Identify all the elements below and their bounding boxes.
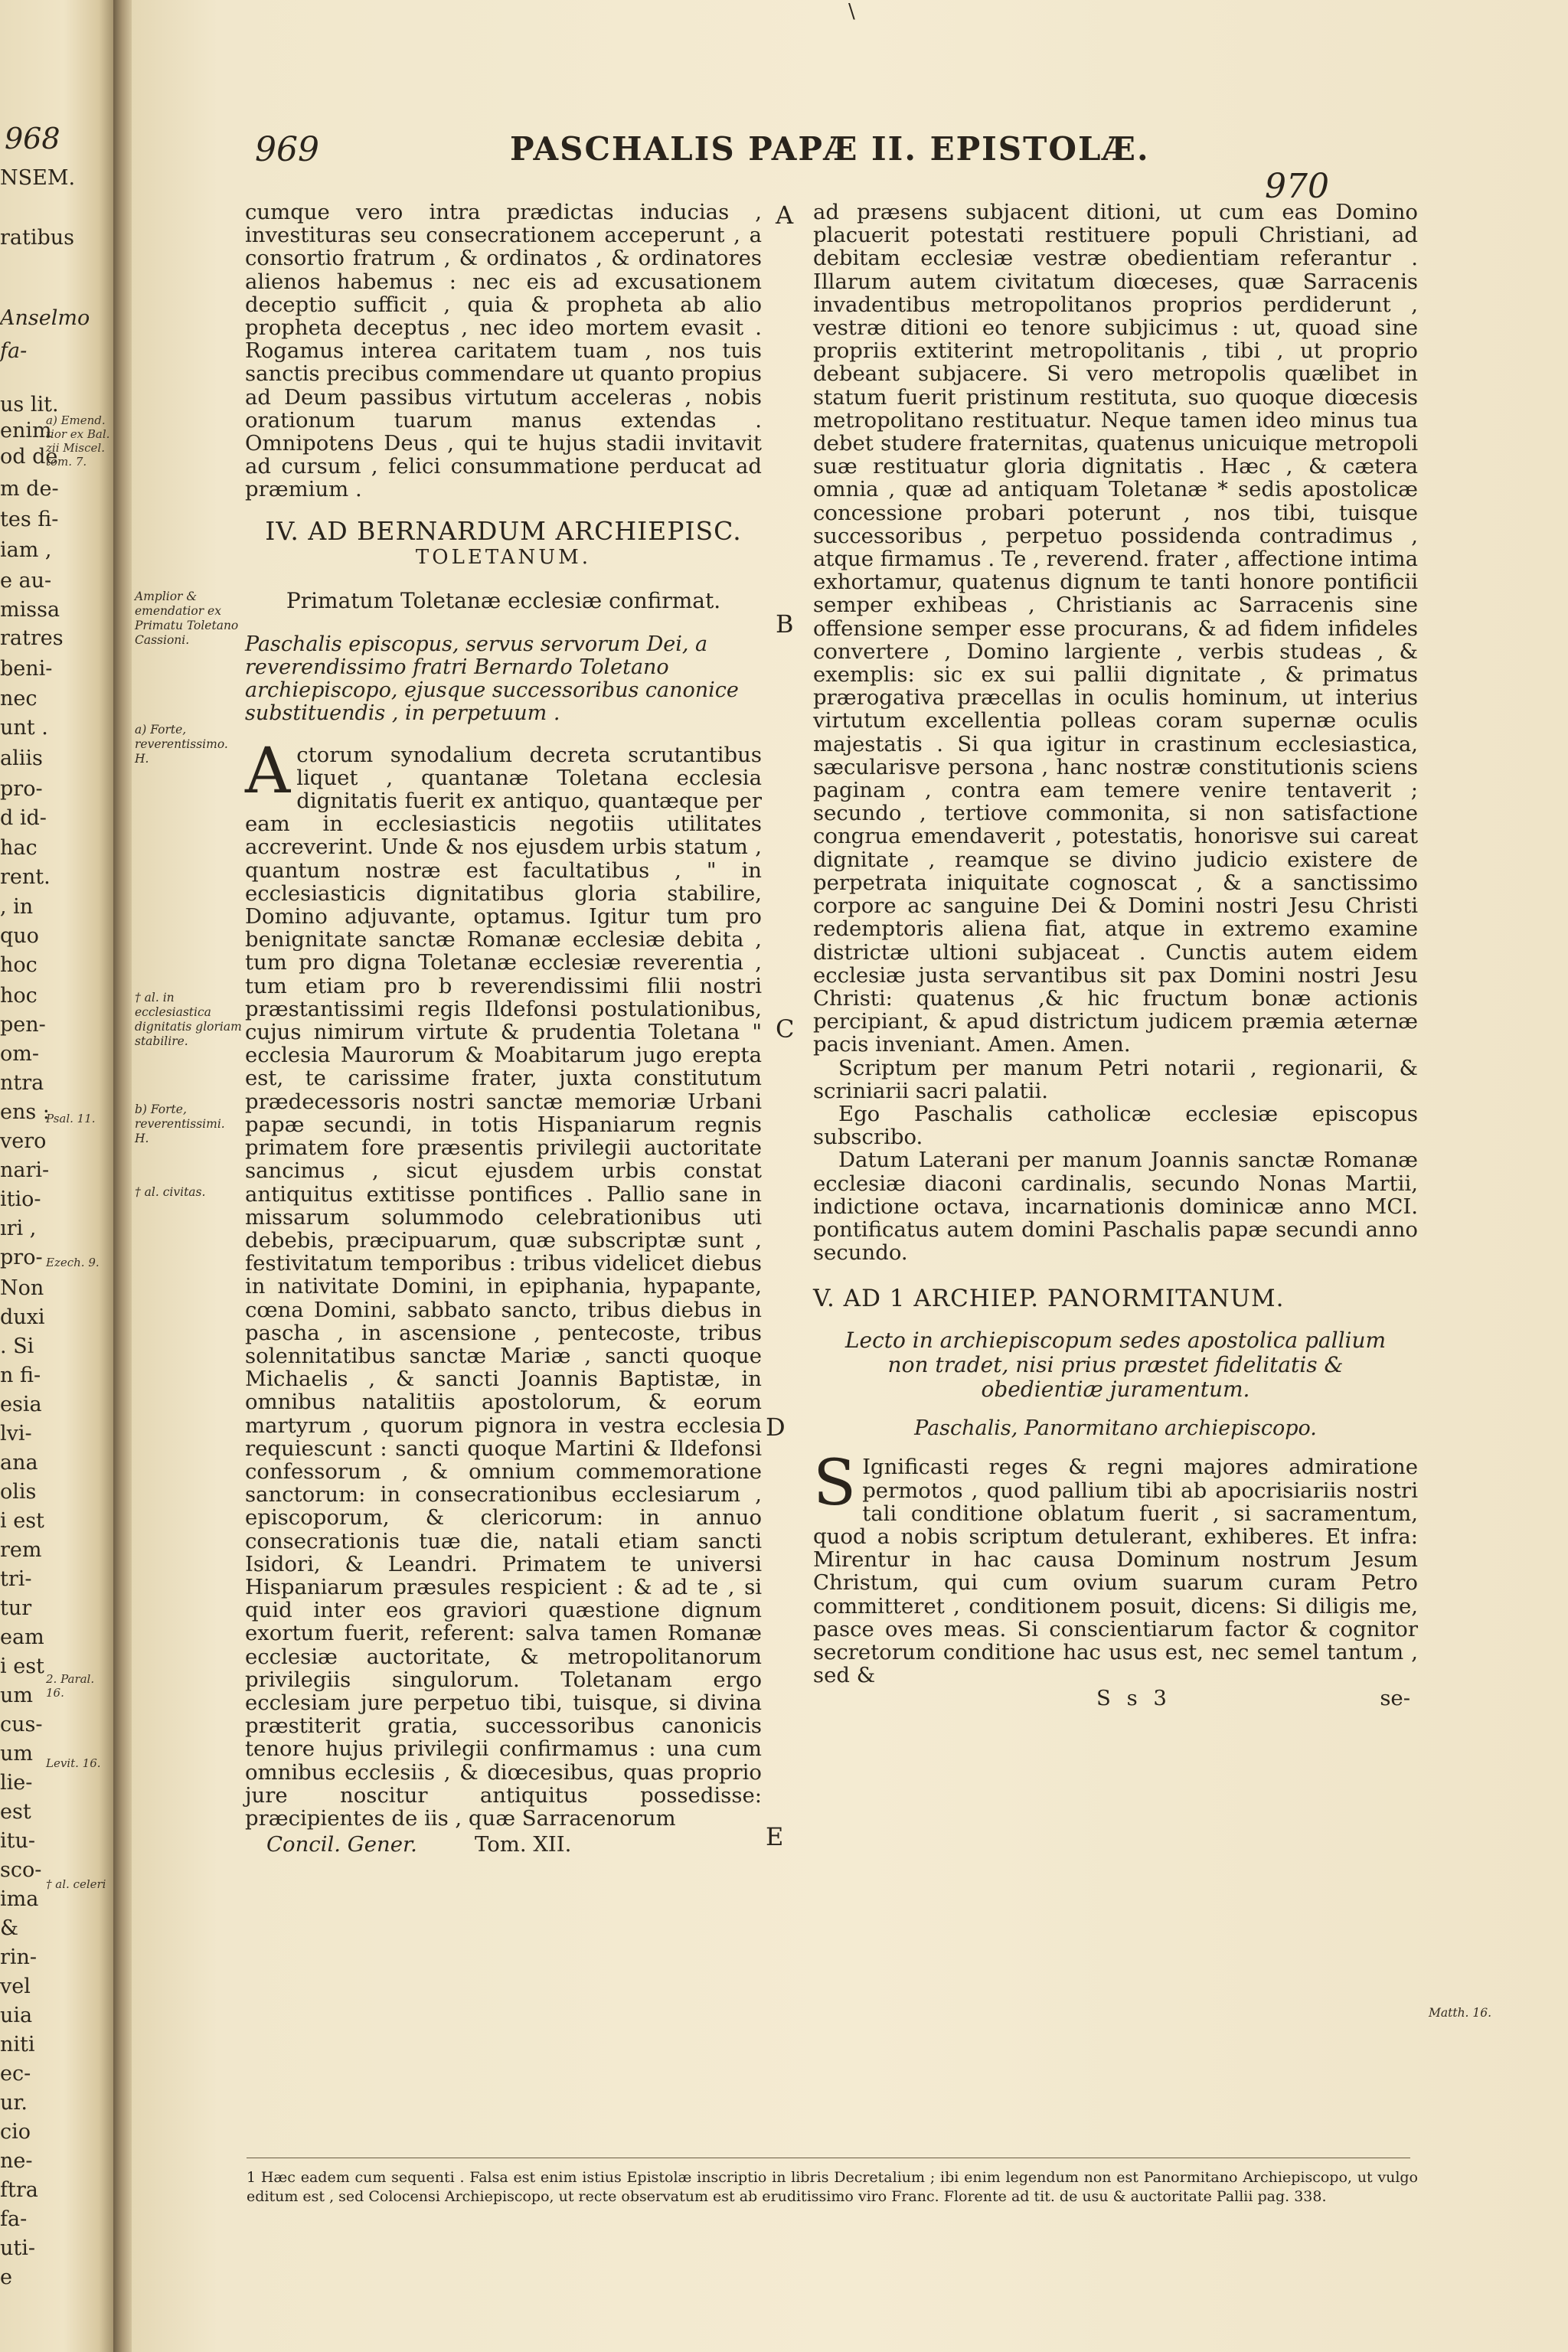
left-page-line: enim xyxy=(0,419,52,443)
left-page-line: nec xyxy=(0,687,38,710)
section-letter-e: E xyxy=(766,1822,784,1851)
footnote: 1 Hæc eadem cum sequenti . Falsa est enim istius Epistolæ inscriptio in libris Decretalium ; ibi enim legendum non est Panormitano Archiepiscopo, ut vulgo editum est , sed Colocensi Archiepiscopo, ut recte observatum est ab eruditissimo viro Franc. Florente ad tit. de usu & auctoritate Pallii pag. 338. xyxy=(247,2169,1418,2205)
catchword-right: se- xyxy=(1380,1686,1410,1711)
left-page-line: e xyxy=(0,2265,12,2289)
paragraph-scriptum: Scriptum per manum Petri notarii , regionarii, & scriniarii sacri palatii. xyxy=(813,1055,1418,1103)
left-page-line: us lit. xyxy=(0,393,59,416)
left-page-line: niti xyxy=(0,2033,35,2056)
left-page-line: fa- xyxy=(0,339,28,363)
paragraph-intro: cumque vero intra prædictas inducias , investituras seu consecrationem acceperunt , a consortio fratrum , & ordinatos , & ordinatores alienos habemus : nec eis ad excusationem deceptio sufficit , quia & propheta ab alio propheta deceptus , nec ideo mortem evasit . Rogamus interea caritatem tuam , nos tuis sanctis precibus commendare ut quanto propius ad Deum passibus virtutum acceleras , nobis orationum tuarum manus extendas . Omnipotens Deus , qui te hujus stadii invitavit ad cursum , felici consummatione perducat ad præmium . xyxy=(245,200,762,502)
left-page-line: hac xyxy=(0,836,38,860)
left-page-line: fa- xyxy=(0,2207,28,2231)
left-page-line: & xyxy=(0,1916,19,1940)
drop-cap-a: A xyxy=(245,734,291,808)
left-page-line: olis xyxy=(0,1480,37,1504)
left-page-line: lvi- xyxy=(0,1422,32,1446)
paragraph-continuation: ad præsens subjacent ditioni, ut cum eas Domino placuerit potestati restituere populi Christiani, ad debitam ecclesiæ vestræ obedientiam referantur . Illarum autem civitatum diœceses, quæ Sarracenis invadentibus metropolitanos proprios perdiderunt , vestræ ditioni eo tenore subjicimus : ut, quoad sine propriis extiterint metropolitanis , tibi , ut proprio debeant subjacere. Si vero metropolis quælibet in statum fuerit pristinum restituta, suo quoque diœcesis metropolitano restituatur. Neque tamen ideo minus tua debet studere fraternitas, quatenus unicuique metropoli suæ restituatur gloria dignitatis . Hæc , & cætera omnia , quæ ad antiquam Toletanæ * sedis apostolicæ concessione probari poterunt , nos tibi, tuisque successoribus , perpetuo possidenda contradimus , atque firmamus . Te , reverend. frater , affectione intima exhortamur, quatenus dignum te tanti honore pontificii semper exhibeas , Christianis ac Sarracenis sine offensione semper esse procurans, & ad fidem infideles convertere , Domino largiente , verbis studeas , & exemplis: sic ex sui pallii dignitate , & primatus prærogativa præcellas in oculis hominum, ut interius virtutum excellentia polleas coram supernæ oculis majestatis . Si qua igitur in crastinum ecclesiastica, sæcularisve persona , hanc nostræ constitutionis sciens paginam , contra eam temere venire tentaverit ; secundo , tertiove commonita, si non satisfactione congrua emendaverit , potestatis, honorisve sui careat dignitate , reamque se divino judicio existere de perpetrata iniquitate cognoscat , & a sanctissimo corpore ac sanguine Dei & Domini nostri Jesu Christi redemptoris aliena fiat, atque in extremo examine districtæ ultioni subjaceat . Cunctis autem eidem ecclesiæ justa servantibus sit pax Domini nostri Jesu Christi: quatenus ,& hic fructum bonæ actionis percipiant, & apud districtum judicem præmia æternæ pacis inveniant. Amen. Amen. xyxy=(813,200,1418,1057)
left-page-line: vero xyxy=(0,1129,47,1153)
left-page-line: duxi xyxy=(0,1305,45,1329)
left-page-line: ec- xyxy=(0,2062,31,2086)
paragraph-privilege xyxy=(245,734,762,1831)
paragraph-privilege-text: ctorum synodalium decreta scrutantibus liquet , quantanæ Toletana ecclesia dignitatis fuerit ex antiquo, quantæque per eam in ecclesiasticis negotiis utilitates accreverint. Unde & nos ejusdem urbis statum , quantum nostræ est facultatibus , " in ecclesiasticis dignitatibus gloria stabilire, Domino adjuvante, optamus. Igitur tum pro benignitate sanctæ Romanæ ecclesiæ debita , tum pro digna Toletanæ ecclesiæ reverentia , tum etiam pro b reverendissimi filii nostri præstantissimi regis Ildefonsi postulationibus, cujus nimirum virtute & prudentia Toletana " ecclesia Maurorum & Moabitarum jugo erepta est, te carissime frater, juxta constitutum prædecessoris nostri sanctæ memoriæ Urbani papæ secundi, in totis Hispaniarum regnis primatem fore præsentis privilegii auctoritate sancimus , sicut ejusdem urbis constat antiquitus extitisse pontifices . Pallio sane in missarum solummodo celebrationibus uti debebis, præcipuarum, quæ subscriptæ sunt , festivitatum temporibus : tribus videlicet diebus in nativitate Domini, in epiphania, hypapante, cœna Domini, sabbato sancto, tribus diebus in pascha , in ascensione , pentecoste, tribus solennitatibus sanctæ Mariæ , sancti quoque Michaelis , & sancti Joannis Baptistæ, in omnibus natalitiis apostolorum, & eorum martyrum , quorum pignora in vestra ecclesia requiescunt : sancti quoque Martini & Ildefonsi confessorum , & omnium commemoratione sanctorum: in consecrationibus ecclesiarum , episcoporum, & clericorum: in annuo consecrationis tuæ die, natali etiam sancti Isidori, & Leandri. Primatem te universi Hispaniarum præsules respicient : & ad te , si quid inter eos graviori quæstione dignum exortum fuerit, referent: salva tamen Romanæ ecclesiæ auctoritate, & metropolitanorum privilegiis singulorum. Toletanam ergo ecclesiam jure perpetuo tibi, tuisque, si divina præstiterit gratia, successoribus canonicis tenore hujus privilegii confirmamus : una cum omnibus ecclesiis , & diœcesibus, quas proprio jure noscitur antiquitus possedisse: præcipientes de iis , quæ Sarracenorum xyxy=(245,742,762,1831)
left-page-line: vel xyxy=(0,1975,31,1998)
left-page-line: , in xyxy=(0,895,34,919)
left-page-line: um xyxy=(0,1684,33,1707)
section-subheading-iv: TOLETANUM. xyxy=(415,545,592,569)
paragraph-subscription: Ego Paschalis catholicæ ecclesiæ episcopus subscribo. xyxy=(813,1101,1418,1150)
section-letter-d: D xyxy=(766,1413,786,1442)
left-page-line: missa xyxy=(0,598,60,622)
left-page-line: ratres xyxy=(0,626,64,650)
section-letter-c: C xyxy=(776,1014,795,1044)
margin-note-matth: Matth. 16. xyxy=(1429,2006,1492,2020)
left-page-line: uti- xyxy=(0,2236,35,2260)
left-page-line: rent. xyxy=(0,865,51,889)
margin-note-forte-b: b) Forte, reverentissimi. H. xyxy=(135,1102,225,1145)
left-page-line: i est xyxy=(0,1655,44,1678)
page-number-left: 969 xyxy=(255,130,319,169)
paragraph-significasti xyxy=(813,1447,1418,1688)
salutation-iv: Paschalis episcopus, servus servorum Dei, a reverendissimo fratri Bernardo Toletano archiepiscopo, ejusque successoribus canonice substituendis , in perpetuum . xyxy=(245,632,739,725)
left-page-line: tri- xyxy=(0,1567,32,1591)
left-page-note: Levit. 16. xyxy=(46,1756,101,1770)
paragraph-datum: Datum Laterani per manum Joannis sanctæ Romanæ ecclesiæ diaconi cardinalis, secundo Nonas Martii, indictione octava, incarnationis dominicæ anno MCI. pontificatus autem domini Paschalis papæ secundi anno secundo. xyxy=(813,1148,1418,1266)
left-page-line: d id- xyxy=(0,806,47,830)
left-page-line: ur. xyxy=(0,2091,28,2115)
left-page-line: NSEM. xyxy=(0,166,76,190)
left-page-line: ntra xyxy=(0,1071,44,1095)
left-page-line: hoc xyxy=(0,984,38,1008)
section-summary-iv: Primatum Toletanæ ecclesiæ confirmat. xyxy=(286,587,721,613)
paragraph-significasti-text: Ignificasti reges & regni majores admiratione permotos , quod pallium tibi ab apocrisiariis nostri tali conditione oblatum fuerit , si sacramentum, quod a nobis scriptum detulerant, exhiberes. Et infra: Mirentur in hac causa Dominum nostrum Jesum Christum, qui cum ovium suarum curam Petro committeret , conditionem posuit, dicens: Si diligis me, pasce oves meas. Si conscientiarum factor & cognitor secretorum conditione hac usus est, nec semel tantum , sed & xyxy=(813,1455,1418,1688)
left-page-line: ana xyxy=(0,1451,38,1475)
section-heading-iv: IV. AD BERNARDUM ARCHIEPISC. xyxy=(265,515,742,546)
left-page-line: e au- xyxy=(0,569,52,593)
left-column xyxy=(245,201,762,1857)
left-page-line: ima xyxy=(0,1887,39,1911)
book-gutter xyxy=(113,0,133,2352)
left-page-line: i est xyxy=(0,1509,44,1533)
left-page-line: ıri , xyxy=(0,1217,37,1240)
left-page-line: Anselmo xyxy=(0,306,90,330)
left-page-line: om- xyxy=(0,1042,39,1066)
left-page-line: nari- xyxy=(0,1158,50,1182)
margin-note-civitas: † al. civitas. xyxy=(135,1185,206,1199)
left-page-line: uia xyxy=(0,2004,33,2027)
left-page-note: † al. celeri xyxy=(46,1877,106,1891)
left-page-line: cio xyxy=(0,2120,31,2144)
left-page-line: eam xyxy=(0,1625,44,1649)
left-page-line: tur xyxy=(0,1596,32,1620)
left-page-line: esia xyxy=(0,1393,42,1416)
left-page-line: lie- xyxy=(0,1771,33,1795)
previous-page-edge xyxy=(0,0,116,2352)
left-page-line: ne- xyxy=(0,2149,33,2173)
signature-mark: S s 3 xyxy=(1096,1686,1171,1711)
section-letter-a: A xyxy=(776,201,794,230)
left-page-line: ftra xyxy=(0,2178,38,2202)
section-heading-v: V. AD 1 ARCHIEP. PANORMITANUM. xyxy=(813,1285,1285,1313)
left-page-note: Psal. 11. xyxy=(46,1112,96,1125)
right-column xyxy=(813,201,1418,1711)
margin-note-forte-a: a) Forte, reverentissimo. H. xyxy=(135,723,228,766)
left-page-line: Non xyxy=(0,1276,44,1300)
left-page-line: sco- xyxy=(0,1858,42,1882)
top-tick-mark: \ xyxy=(848,0,855,23)
left-page-line: beni- xyxy=(0,657,53,681)
left-page-line: m de- xyxy=(0,477,59,501)
left-page-line: quo xyxy=(0,924,39,948)
catchword-concil: Concil. Gener. xyxy=(266,1832,417,1857)
left-page-line: od de xyxy=(0,445,58,469)
left-page-line: . Si xyxy=(0,1334,34,1358)
salutation-v: Paschalis, Panormitano archiepiscopo. xyxy=(914,1416,1317,1441)
drop-cap-s: S xyxy=(813,1447,857,1521)
left-page-line: rem xyxy=(0,1538,42,1562)
left-page-line: itu- xyxy=(0,1829,35,1853)
left-page-line: ens : xyxy=(0,1100,50,1124)
left-page-line: hoc xyxy=(0,953,38,977)
left-page-line: aliis xyxy=(0,746,43,770)
running-title: PASCHALIS PAPÆ II. EPISTOLÆ. xyxy=(510,130,1150,168)
left-page-line: rin- xyxy=(0,1945,38,1969)
margin-note-amplior: Amplior & emendatior ex Primatu Toletano Cassioni. xyxy=(135,590,239,647)
left-page-note: 2. Paral. 16. xyxy=(46,1672,95,1700)
left-page-line: n fi- xyxy=(0,1364,41,1387)
left-page-line: 968 xyxy=(5,122,60,155)
left-page-line: unt . xyxy=(0,716,48,740)
section-summary-v: Lecto in archiepiscopum sedes apostolica pallium non tradet, nisi prius præstet fidelitatis & obedientiæ juramentum. xyxy=(844,1328,1387,1403)
section-letter-b: B xyxy=(776,609,794,639)
catchword-tom: Tom. XII. xyxy=(475,1832,572,1857)
left-page-line: cus- xyxy=(0,1713,43,1736)
left-page-line: um xyxy=(0,1742,33,1766)
page-number-right: 970 xyxy=(1265,167,1329,206)
left-page-line: ratibus xyxy=(0,226,75,250)
left-page-note: Ezech. 9. xyxy=(46,1256,100,1269)
left-page-line: iam , xyxy=(0,538,52,562)
left-page-line: pen- xyxy=(0,1013,46,1037)
left-page-line: est xyxy=(0,1800,31,1824)
margin-note-ecclesiastica: † al. in ecclesiastica dignitatis gloriam stabilire. xyxy=(135,991,242,1048)
left-page-note: a) Emend. tior ex Bal. zii Miscel. tom. 7. xyxy=(46,413,110,469)
left-page-line: pro- xyxy=(0,777,43,801)
left-page-line: tes fi- xyxy=(0,508,59,531)
left-page-line: itio- xyxy=(0,1187,41,1211)
left-page-line: pro- xyxy=(0,1246,43,1269)
